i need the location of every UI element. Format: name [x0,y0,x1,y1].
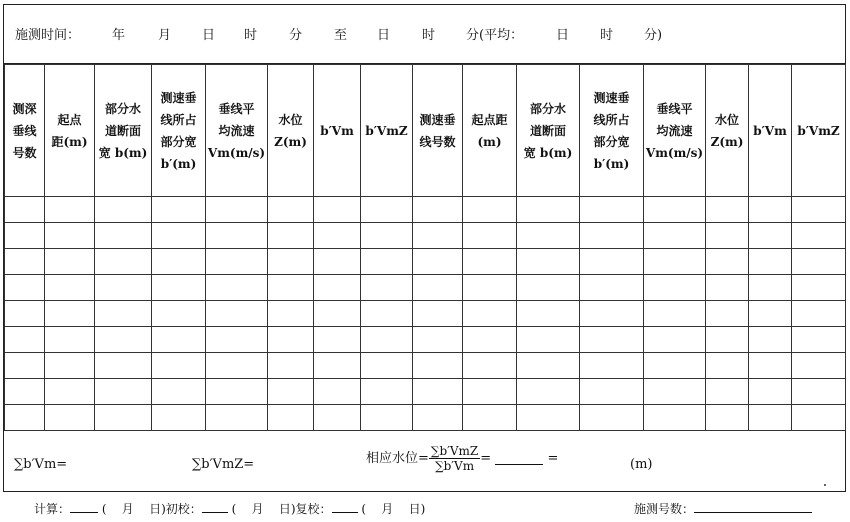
table-cell[interactable] [413,379,463,405]
table-cell[interactable] [45,379,95,405]
table-cell[interactable] [268,275,314,301]
col-mean-velocity: 垂线平 均流速 Vm(m/s) [206,65,268,197]
measurement-table [4,64,846,431]
col-section-width: 部分水 道断面 宽 b(m) [95,65,152,197]
table-cell[interactable] [644,353,706,379]
table-cell[interactable] [749,379,792,405]
table-cell[interactable] [517,327,580,353]
table-cell[interactable] [45,327,95,353]
table-cell[interactable] [413,249,463,275]
table-cell[interactable] [792,301,846,327]
check2-month: 月 [381,502,394,516]
table-row [5,249,846,275]
second-check-label: 日)复校： [278,502,332,516]
table-cell[interactable] [749,405,792,431]
table-cell[interactable] [152,379,206,405]
survey-number-block [634,500,812,517]
calc-signature-field[interactable] [70,500,98,513]
table-cell[interactable] [5,275,45,301]
check2-day: 日) [408,502,426,516]
table-cell[interactable] [580,275,644,301]
table-cell[interactable] [413,275,463,301]
table-cell[interactable] [517,353,580,379]
table-cell[interactable] [463,353,517,379]
stage-value-field[interactable] [495,452,543,465]
col-velocity-vertical-no: 测速垂 线号数 [413,65,463,197]
to-label: 至 [334,28,348,43]
table-row [5,223,846,249]
minute-label: 分 [289,28,303,43]
table-cell[interactable] [413,327,463,353]
table-cell[interactable] [95,275,152,301]
table-cell[interactable] [413,301,463,327]
corner-dot [824,484,826,486]
col-mean-velocity-2: 垂线平 均流速 Vm(m/s) [644,65,706,197]
table-cell[interactable] [45,405,95,431]
table-cell[interactable] [268,301,314,327]
month-label: 月 [158,28,172,43]
table-cell[interactable] [706,197,749,223]
table-cell[interactable] [644,249,706,275]
table-cell[interactable] [361,301,413,327]
table-cell[interactable] [268,197,314,223]
col-partial-width: 测速垂 线所占 部分宽 b′(m) [152,65,206,197]
table-cell[interactable] [361,223,413,249]
table-cell[interactable] [5,379,45,405]
table-cell[interactable] [152,353,206,379]
table-cell[interactable] [5,197,45,223]
fraction-numerator: ∑b′VmZ [430,444,479,458]
calc-month: 月 [121,502,134,516]
table-row [5,197,846,223]
sum-bvmz-label: ∑b′VmZ= [192,457,255,472]
table-cell[interactable] [517,405,580,431]
table-cell[interactable] [792,405,846,431]
table-cell[interactable] [5,327,45,353]
col-start-distance: 起点 距(m) [45,65,95,197]
table-cell[interactable] [361,197,413,223]
table-cell[interactable] [644,379,706,405]
table-cell[interactable] [644,405,706,431]
table-cell[interactable] [580,197,644,223]
table-cell[interactable] [95,197,152,223]
table-cell[interactable] [314,405,361,431]
table-cell[interactable] [792,223,846,249]
year-label: 年 [112,28,126,43]
table-cell[interactable] [268,249,314,275]
table-cell[interactable] [463,379,517,405]
equals-sign: = [480,451,492,466]
table-cell[interactable] [95,327,152,353]
table-cell[interactable] [314,249,361,275]
table-cell[interactable] [95,353,152,379]
table-cell[interactable] [517,301,580,327]
table-cell[interactable] [517,249,580,275]
table-cell[interactable] [792,249,846,275]
table-cell[interactable] [792,353,846,379]
table-cell[interactable] [206,301,268,327]
table-cell[interactable] [95,405,152,431]
table-cell[interactable] [749,327,792,353]
table-cell[interactable] [463,405,517,431]
table-cell[interactable] [314,223,361,249]
table-cell[interactable] [95,249,152,275]
col-bvm: b′Vm [314,65,361,197]
table-cell[interactable] [706,405,749,431]
table-cell[interactable] [706,275,749,301]
table-cell[interactable] [580,327,644,353]
end-hour-label: 时 [422,28,436,43]
table-cell[interactable] [644,223,706,249]
corresponding-stage-formula [366,444,558,473]
table-cell[interactable] [268,327,314,353]
table-header-row [5,65,846,197]
table-cell[interactable] [152,197,206,223]
table-cell[interactable] [314,353,361,379]
col-water-level: 水位 Z(m) [268,65,314,197]
avg-day-label: 日 [556,28,570,43]
table-cell[interactable] [580,249,644,275]
avg-hour-label: 时 [600,28,614,43]
table-cell[interactable] [580,223,644,249]
table-cell[interactable] [361,353,413,379]
table-cell[interactable] [5,405,45,431]
table-cell[interactable] [517,197,580,223]
table-cell[interactable] [152,275,206,301]
col-bvmz: b′VmZ [361,65,413,197]
table-cell[interactable] [580,379,644,405]
table-cell[interactable] [580,405,644,431]
table-cell[interactable] [413,197,463,223]
unit-label: (m) [630,457,653,472]
table-cell[interactable] [706,249,749,275]
summary-row [4,432,845,491]
table-cell[interactable] [45,353,95,379]
fraction-denominator: ∑b′Vm [435,459,475,473]
table-row [5,353,846,379]
table-cell[interactable] [413,223,463,249]
equals-sign-2: = [547,451,559,466]
table-cell[interactable] [152,249,206,275]
table-row [5,379,846,405]
table-cell[interactable] [706,223,749,249]
table-cell[interactable] [792,197,846,223]
table-cell[interactable] [706,353,749,379]
survey-time-label: 施测时间： [15,28,81,43]
table-cell[interactable] [314,379,361,405]
discharge-record-form [3,4,846,492]
signoff-row [34,500,425,517]
table-cell[interactable] [413,405,463,431]
table-cell[interactable] [580,353,644,379]
table-cell[interactable] [45,197,95,223]
calc-label: 计算： [34,502,71,516]
table-cell[interactable] [644,275,706,301]
table-cell[interactable] [206,353,268,379]
table-cell[interactable] [314,301,361,327]
hour-label: 时 [244,28,258,43]
table-cell[interactable] [644,301,706,327]
table-cell[interactable] [152,223,206,249]
table-cell[interactable] [792,327,846,353]
table-cell[interactable] [749,275,792,301]
col-partial-width-2: 测速垂 线所占 部分宽 b′(m) [580,65,644,197]
table-cell[interactable] [792,275,846,301]
table-cell[interactable] [5,301,45,327]
table-row [5,275,846,301]
table-cell[interactable] [706,379,749,405]
table-row [5,327,846,353]
col-bvm-2: b′Vm [749,65,792,197]
table-cell[interactable] [644,197,706,223]
col-section-width-2: 部分水 道断面 宽 b(m) [517,65,580,197]
table-cell[interactable] [361,327,413,353]
table-cell[interactable] [206,197,268,223]
table-cell[interactable] [268,353,314,379]
table-cell[interactable] [413,353,463,379]
calc-paren: ( [101,502,107,516]
table-cell[interactable] [95,301,152,327]
table-cell[interactable] [5,223,45,249]
col-water-level-2: 水位 Z(m) [706,65,749,197]
table-cell[interactable] [5,249,45,275]
table-cell[interactable] [45,301,95,327]
table-cell[interactable] [45,249,95,275]
first-check-signature-field[interactable] [202,500,228,513]
table-cell[interactable] [517,379,580,405]
table-cell[interactable] [268,223,314,249]
table-cell[interactable] [361,379,413,405]
table-cell[interactable] [206,327,268,353]
stage-label: 相应水位= [366,451,429,466]
table-cell[interactable] [268,379,314,405]
avg-minute-label: 分) [644,28,663,43]
survey-time-row [4,5,845,64]
check1-paren: ( [231,502,237,516]
col-bvmz-2: b′VmZ [792,65,846,197]
table-cell[interactable] [268,405,314,431]
table-cell[interactable] [749,249,792,275]
survey-number-label: 施测号数： [634,502,695,516]
col-sounding-vertical-no: 测深 垂线 号数 [5,65,45,197]
table-cell[interactable] [206,223,268,249]
sum-bvm-label: ∑b′Vm= [14,457,68,472]
table-cell[interactable] [152,405,206,431]
table-cell[interactable] [361,275,413,301]
table-body [5,197,846,431]
table-cell[interactable] [45,223,95,249]
first-check-label: 日)初校： [149,502,202,516]
table-cell[interactable] [517,223,580,249]
table-cell[interactable] [463,197,517,223]
table-cell[interactable] [5,353,45,379]
table-cell[interactable] [45,275,95,301]
table-row [5,405,846,431]
average-label: 分(平均： [466,28,524,43]
table-cell[interactable] [463,275,517,301]
table-cell[interactable] [749,353,792,379]
table-cell[interactable] [95,223,152,249]
day-label: 日 [202,28,216,43]
table-cell[interactable] [314,275,361,301]
second-check-signature-field[interactable] [332,500,358,513]
check1-month: 月 [251,502,264,516]
table-cell[interactable] [314,197,361,223]
table-cell[interactable] [644,327,706,353]
col-start-distance-2: 起点距 (m) [463,65,517,197]
table-cell[interactable] [580,301,644,327]
table-cell[interactable] [152,301,206,327]
table-cell[interactable] [206,405,268,431]
table-cell[interactable] [749,301,792,327]
table-cell[interactable] [95,379,152,405]
table-cell[interactable] [792,379,846,405]
table-cell[interactable] [749,197,792,223]
table-cell[interactable] [463,327,517,353]
table-cell[interactable] [206,275,268,301]
check2-paren: ( [361,502,367,516]
survey-number-field[interactable] [694,500,812,513]
table-cell[interactable] [749,223,792,249]
table-cell[interactable] [517,275,580,301]
table-row [5,301,846,327]
table-cell[interactable] [706,301,749,327]
stage-fraction [429,444,480,473]
table-cell[interactable] [361,405,413,431]
table-cell[interactable] [463,249,517,275]
table-cell[interactable] [314,327,361,353]
table-cell[interactable] [206,379,268,405]
table-cell[interactable] [152,327,206,353]
table-cell[interactable] [463,301,517,327]
table-cell[interactable] [361,249,413,275]
table-cell[interactable] [206,249,268,275]
end-day-label: 日 [377,28,391,43]
table-cell[interactable] [706,327,749,353]
table-cell[interactable] [463,223,517,249]
